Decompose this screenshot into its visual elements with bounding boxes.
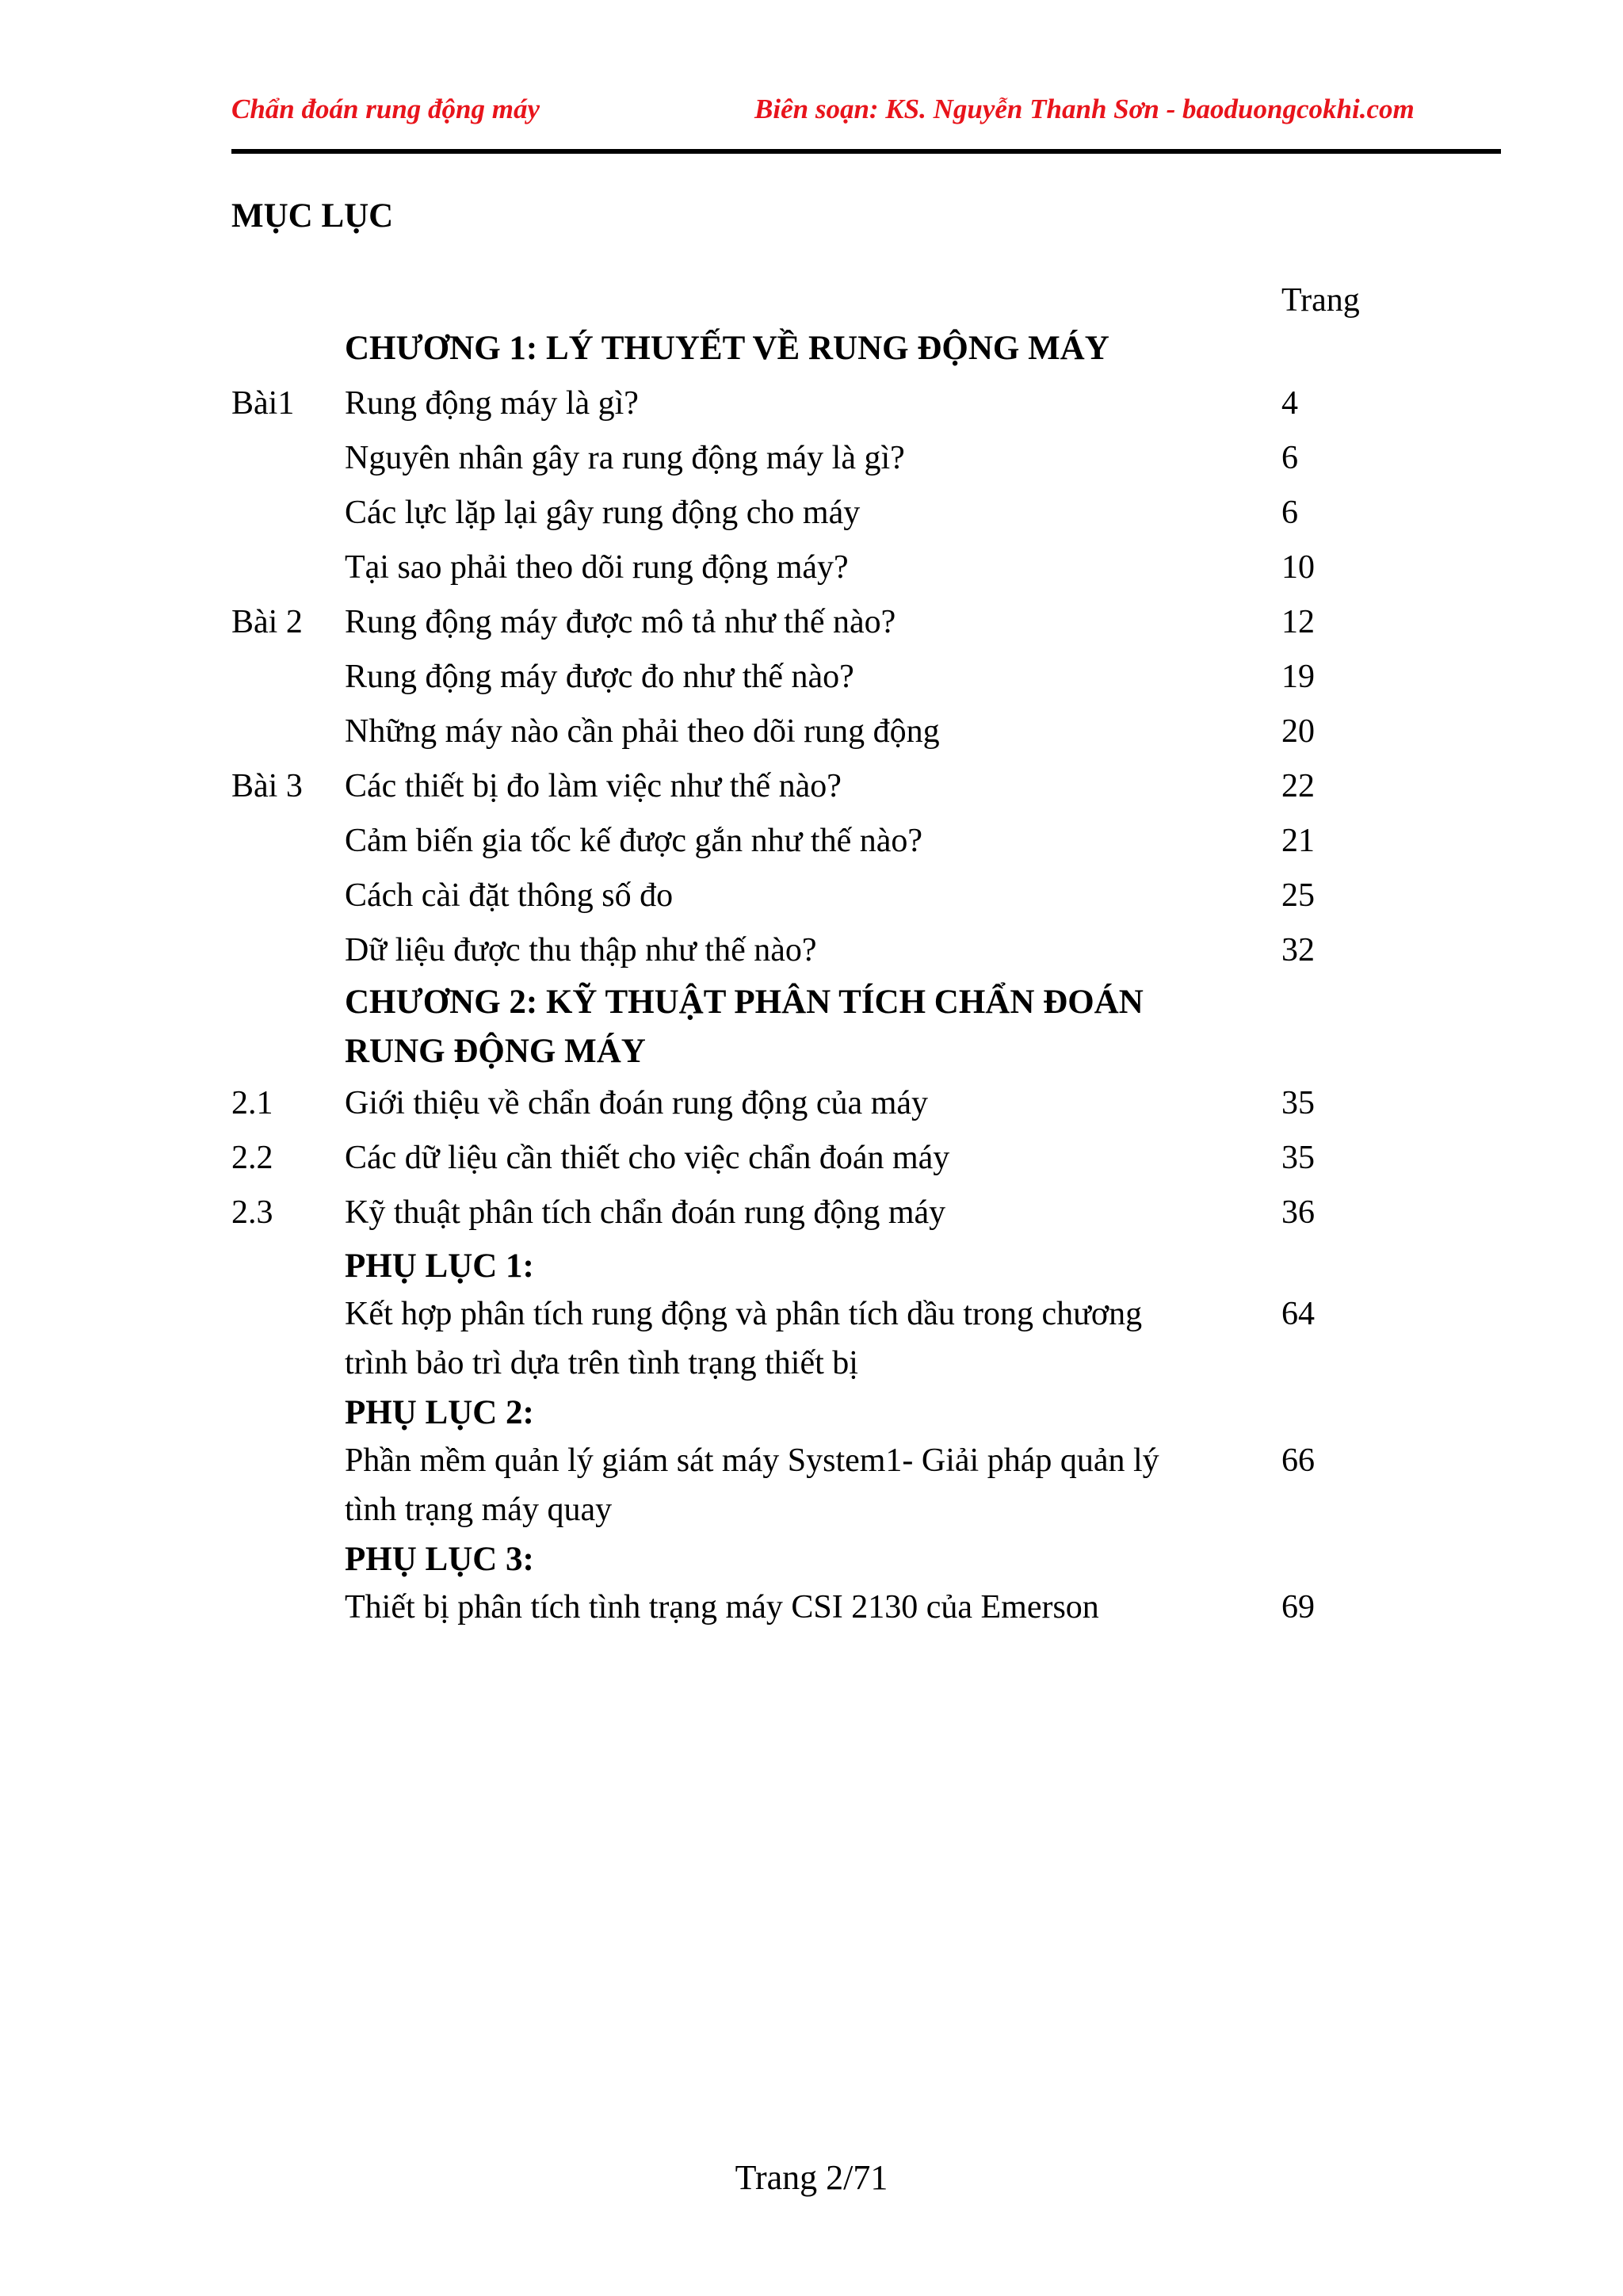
toc-entry-page: 25 — [1281, 877, 1315, 914]
toc-entry-page: 35 — [1281, 1140, 1315, 1176]
appendix-3-title: PHỤ LỤC 3: — [345, 1541, 534, 1578]
toc-entry-page: 12 — [1281, 604, 1315, 640]
toc-entry-page: 69 — [1281, 1589, 1315, 1626]
header-divider — [231, 149, 1501, 154]
toc-entry-page: 20 — [1281, 713, 1315, 750]
toc-entry-page: 6 — [1281, 440, 1298, 476]
toc-entry-text: Cách cài đặt thông số đo — [345, 877, 674, 914]
toc-entry-page: 6 — [1281, 495, 1298, 531]
toc-entry-page: 22 — [1281, 768, 1315, 804]
chapter-2-title: CHƯƠNG 2: KỸ THUẬT PHÂN TÍCH CHẨN ĐOÁN — [345, 984, 1144, 1021]
toc-entry-page: 21 — [1281, 823, 1315, 859]
toc-entry-text: Các lực lặp lại gây rung động cho máy — [345, 495, 861, 531]
toc-entry-text: Rung động máy được mô tả như thế nào? — [345, 604, 896, 640]
toc-entry-number: 2.3 — [231, 1194, 273, 1231]
page-header — [231, 94, 1501, 141]
toc-entry-number: Bài 3 — [231, 768, 303, 804]
toc-entry-page: 19 — [1281, 659, 1315, 695]
toc-entry-page: 10 — [1281, 549, 1315, 586]
toc-entry-number: Bài 2 — [231, 604, 303, 640]
toc-entry-text: Rung động máy là gì? — [345, 385, 639, 422]
page-number-footer: Trang 2/71 — [735, 2158, 888, 2197]
toc-title: MỤC LỤC — [231, 197, 394, 235]
toc-entry-page: 32 — [1281, 932, 1315, 968]
toc-entry-text: Nguyên nhân gây ra rung động máy là gì? — [345, 440, 905, 476]
toc-entry-number: 2.2 — [231, 1140, 273, 1176]
toc-entry-page: 35 — [1281, 1085, 1315, 1121]
toc-entry-page: 64 — [1281, 1296, 1315, 1332]
toc-entry-text: Các dữ liệu cần thiết cho việc chẩn đoán máy — [345, 1140, 950, 1176]
appendix-1-title: PHỤ LỤC 1: — [345, 1247, 534, 1285]
appendix-2-title: PHỤ LỤC 2: — [345, 1394, 534, 1431]
toc-entry-text: Kỹ thuật phân tích chẩn đoán rung động máy — [345, 1194, 946, 1231]
toc-entry-text: Các thiết bị đo làm việc như thế nào? — [345, 768, 842, 804]
toc-entry-number: Bài1 — [231, 385, 295, 422]
appendix-1-text: Kết hợp phân tích rung động và phân tích dầu trong chương — [345, 1296, 1143, 1332]
toc-entry-number: 2.1 — [231, 1085, 273, 1121]
chapter-1-title: CHƯƠNG 1: LÝ THUYẾT VỀ RUNG ĐỘNG MÁY — [345, 330, 1109, 367]
appendix-1-text-continued: trình bảo trì dựa trên tình trạng thiết bị — [345, 1345, 858, 1381]
author-credit: Biên soạn: KS. Nguyễn Thanh Sơn - baoduongcokhi.com — [754, 94, 1415, 124]
toc-entry-text: Dữ liệu được thu thập như thế nào? — [345, 932, 817, 968]
toc-entry-text: Giới thiệu về chẩn đoán rung động của máy — [345, 1085, 929, 1121]
toc-entry-page: 4 — [1281, 385, 1298, 422]
page-column-label: Trang — [1281, 282, 1360, 319]
toc-entry-text: Cảm biến gia tốc kế được gắn như thế nào? — [345, 823, 923, 859]
toc-entry-text: Những máy nào cần phải theo dõi rung động — [345, 713, 940, 750]
toc-entry-page: 66 — [1281, 1442, 1315, 1479]
appendix-2-text: Phần mềm quản lý giám sát máy System1- Giải pháp quản lý — [345, 1442, 1159, 1479]
toc-entry-text: Tại sao phải theo dõi rung động máy? — [345, 549, 849, 586]
toc-entry-page: 36 — [1281, 1194, 1315, 1231]
appendix-3-text: Thiết bị phân tích tình trạng máy CSI 2130 của Emerson — [345, 1589, 1099, 1626]
chapter-2-title-continued: RUNG ĐỘNG MÁY — [345, 1033, 646, 1070]
toc-entry-text: Rung động máy được đo như thế nào? — [345, 659, 854, 695]
appendix-2-text-continued: tình trạng máy quay — [345, 1492, 613, 1528]
document-title: Chẩn đoán rung động máy — [231, 94, 540, 124]
